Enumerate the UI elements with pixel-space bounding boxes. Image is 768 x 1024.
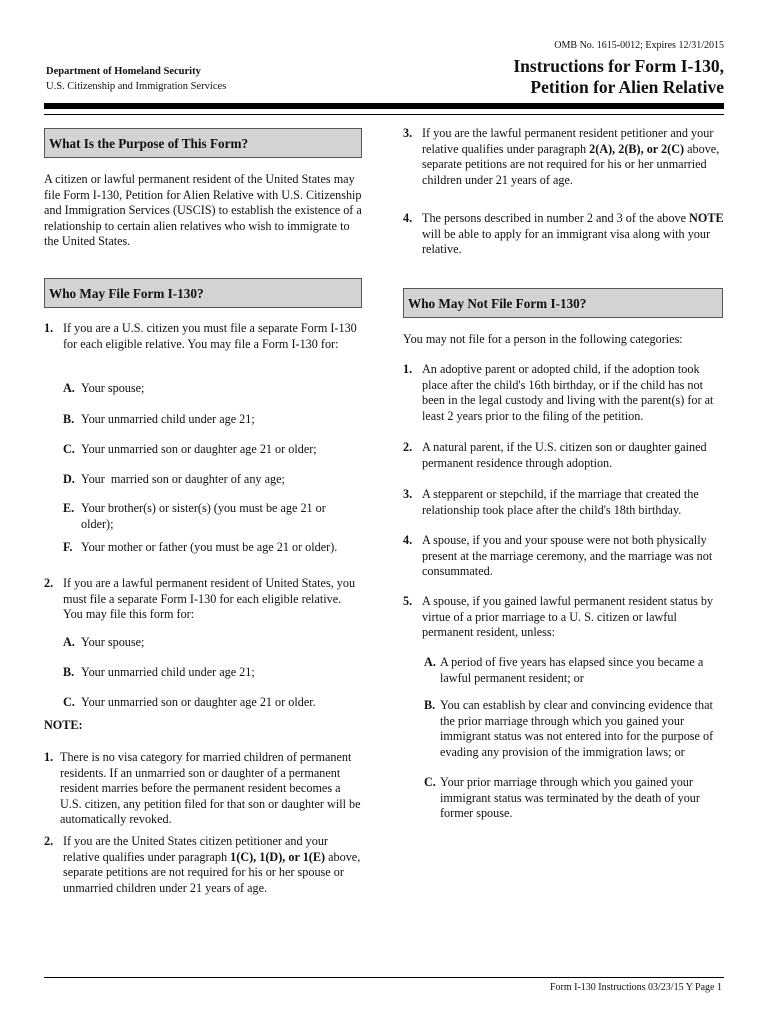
text-bold-part: NOTE: [689, 211, 724, 225]
not-file-item-5: [403, 594, 725, 641]
item-number: 4.: [403, 533, 413, 547]
item-text: A natural parent, if the U.S. citizen son or daughter gained permanent residence through adoption.: [422, 440, 707, 470]
note-label: NOTE:: [44, 718, 83, 732]
unless-sub-b: [424, 698, 724, 760]
text-part: will be able to apply for an immigrant visa along with your relative.: [422, 226, 711, 256]
item-number: 2.: [403, 440, 413, 454]
agency-name: U.S. Citizenship and Immigration Services: [46, 81, 227, 92]
sub-item-b: [63, 412, 353, 428]
item-number: 2.: [44, 834, 54, 848]
text-bold-part: 1(C), 1(D), or 1(E): [230, 849, 326, 864]
text-part: If you are the lawful permanent resident petitioner and your relative qualifies under paragraph: [422, 126, 714, 156]
not-file-item-1: [403, 362, 725, 424]
sub-letter: B.: [63, 665, 75, 679]
department-name: Department of Homeland Security: [46, 66, 201, 77]
title-line-1: Instructions for Form I-130,: [513, 56, 724, 76]
right-column: [403, 0, 725, 1024]
sub-text: Your brother(s) or sister(s) (you must be age 21 or older);: [81, 501, 326, 531]
not-file-item-4: [403, 533, 725, 580]
sub-letter: C.: [424, 775, 436, 789]
sub-text: Your spouse;: [81, 635, 145, 649]
item-number: 5.: [403, 594, 413, 608]
purpose-paragraph: A citizen or lawful permanent resident of the United States may file Form I-130, Petition for Alien Relative with U.S. Citizenship and Immigration Services (USCIS) to establish the existence of a relationship to certain alien relatives who wish to immigrate to the United States.: [44, 172, 362, 248]
item-text: There is no visa category for married children of permanent residents. If an unmarried son or daughter of a permanent resident marries before the permanent resident becomes a U.S. citizen, any petition filed for that son or daughter will be automatically revoked.: [60, 750, 361, 826]
sub-text: A period of five years has elapsed since you became a lawful permanent resident; or: [440, 655, 704, 685]
note-item-3: [403, 126, 725, 188]
sub-letter: C.: [63, 442, 75, 456]
item-number: 3.: [403, 126, 413, 140]
sub-item-c: [63, 695, 363, 711]
note-item-2: [44, 834, 362, 896]
sub-text: Your prior marriage through which you gained your immigrant status was terminated by the death of your former spouse.: [440, 775, 700, 820]
sub-text: Your unmarried son or daughter age 21 or older;: [81, 442, 317, 456]
sub-item-f: [63, 540, 363, 556]
text-part: The persons described in number 2 and 3 of the above: [422, 211, 690, 225]
sub-letter: B.: [63, 412, 75, 426]
sub-text: Your unmarried child under age 21;: [81, 665, 255, 679]
who-may-item-2: [44, 576, 362, 623]
text-part: If you are the United States citizen petitioner and your relative qualifies under paragraph: [63, 834, 328, 864]
unless-sub-a: [424, 655, 724, 686]
sub-item-e: [63, 501, 343, 532]
item-number: 1.: [44, 750, 54, 764]
sub-letter: A.: [63, 381, 75, 395]
sub-letter: C.: [63, 695, 75, 709]
item-text: A stepparent or stepchild, if the marriage that created the relationship took place after the child's 18th birthday.: [422, 487, 699, 517]
footer-rule: [44, 977, 724, 978]
who-may-item-1: [44, 321, 362, 352]
sub-letter: D.: [63, 472, 75, 486]
sub-letter: F.: [63, 540, 73, 554]
sub-item-d: [63, 472, 353, 488]
item-text: If you are a U.S. citizen you must file a separate Form I-130 for each eligible relative. You may file a Form I-130 for:: [63, 321, 357, 351]
sub-letter: E.: [63, 501, 75, 515]
sub-text: Your mother or father (you must be age 21 or older).: [81, 540, 338, 554]
title-line-2: Petition for Alien Relative: [530, 77, 724, 97]
item-number: 1.: [44, 321, 54, 335]
item-text: A spouse, if you and your spouse were not both physically present at the marriage ceremony, and the marriage was not consummated.: [422, 533, 713, 578]
sub-text: Your married son or daughter of any age;: [81, 472, 285, 486]
sub-letter: A.: [63, 635, 75, 649]
note-item-4: [403, 211, 725, 258]
who-may-not-file-heading: Who May Not File Form I-130?: [403, 288, 723, 318]
item-number: 3.: [403, 487, 413, 501]
text-part: above, separate petitions are not required for his or her spouse or unmarried children under 21 years of age.: [63, 849, 361, 895]
sub-item-a: [63, 381, 353, 397]
item-text: [403, 126, 725, 188]
sub-item-c: [63, 442, 353, 458]
sub-letter: B.: [424, 698, 436, 712]
sub-text: You can establish by clear and convincing evidence that the prior marriage through which you gained your immigrant status was not entered into for the purpose of evading any provision of the immigration laws; or: [440, 698, 714, 759]
omb-number: OMB No. 1615-0012; Expires 12/31/2015: [554, 40, 724, 51]
sub-item-a: [63, 635, 353, 651]
text-bold-part: 2(A), 2(B), or 2(C): [589, 141, 685, 156]
not-file-intro: You may not file for a person in the following categories:: [403, 332, 683, 346]
purpose-heading: What Is the Purpose of This Form?: [44, 128, 362, 158]
item-text: [44, 834, 362, 896]
note-item-1: [44, 750, 362, 828]
sub-letter: A.: [424, 655, 436, 669]
sub-item-b: [63, 665, 353, 681]
not-file-item-2: [403, 440, 725, 471]
item-number: 2.: [44, 576, 54, 590]
left-column: [44, 0, 364, 1024]
item-text: [403, 211, 725, 258]
sub-text: Your spouse;: [81, 381, 145, 395]
who-may-file-heading: Who May File Form I-130?: [44, 278, 362, 308]
sub-text: Your unmarried son or daughter age 21 or older.: [81, 695, 316, 709]
item-number: 1.: [403, 362, 413, 376]
item-text: If you are a lawful permanent resident of United States, you must file a separate Form I-130 for each eligible relative. You may file this form for:: [63, 576, 356, 621]
item-text: An adoptive parent or adopted child, if the adoption took place after the child's 16th birthday, or if the child has not been in the legal custody and living with the parent(s) for at least 2 years prior to the filing of the petition.: [422, 362, 714, 423]
item-number: 4.: [403, 211, 413, 225]
sub-text: Your unmarried child under age 21;: [81, 412, 255, 426]
item-text: A spouse, if you gained lawful permanent resident status by virtue of a prior marriage to a U. S. citizen or lawful permanent resident, unless:: [422, 594, 714, 639]
page-footer: Form I-130 Instructions 03/23/15 Y Page 1: [549, 982, 722, 993]
text-part: above, separate petitions are not required for his or her unmarried children under 21 years of age.: [422, 141, 720, 187]
unless-sub-c: [424, 775, 724, 822]
not-file-item-3: [403, 487, 725, 518]
